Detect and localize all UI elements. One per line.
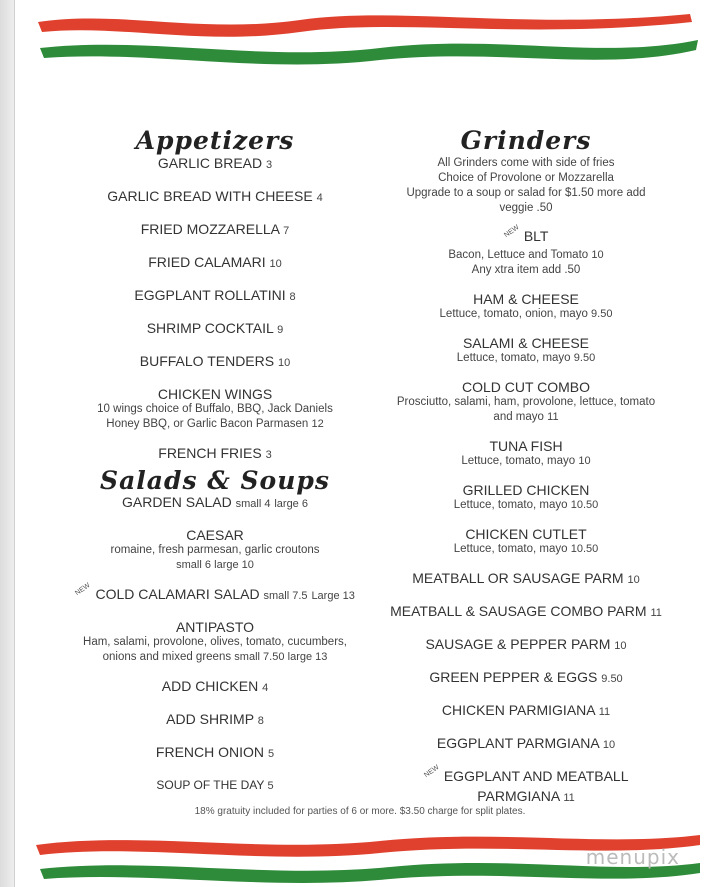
item-description: Prosciutto, salami, ham, provolone, lettuce, tomato: [396, 396, 656, 408]
menu-item: CHICKEN CUTLET: [465, 526, 587, 542]
menu-item: SHRIMP COCKTAIL 9: [146, 320, 284, 336]
menu-item: GREEN PEPPER & EGGS 9.50: [429, 669, 623, 685]
menu-item: SALAMI & CHEESE: [462, 335, 590, 351]
menu-item: MEATBALL & SAUSAGE COMBO PARM 11: [390, 603, 662, 619]
menu-item: PARMGIANA 11: [477, 788, 575, 804]
menu-item: FRIED MOZZARELLA 7: [140, 221, 290, 237]
salads-heading: Salads & Soups: [100, 466, 330, 495]
item-description: onions and mixed greens small 7.50 large 13: [102, 651, 328, 663]
item-description: Lettuce, tomato, mayo 9.50: [456, 352, 596, 364]
menu-item: TUNA FISH: [489, 438, 563, 454]
top-red-stroke: [38, 14, 692, 37]
menu-item: GARLIC BREAD WITH CHEESE 4: [107, 188, 323, 204]
top-green-stroke: [40, 40, 698, 64]
item-description: Lettuce, tomato, onion, mayo 9.50: [439, 308, 613, 320]
menu-item: GARDEN SALAD small 4 large 6: [122, 494, 308, 510]
footer-note: 18% gratuity included for parties of 6 or more. $3.50 charge for split plates.: [194, 806, 526, 817]
item-description: and mayo 11: [493, 411, 559, 423]
new-badge: NEW: [74, 582, 92, 598]
menu-item: COLD CUT COMBO: [461, 379, 591, 395]
menu-item: HAM & CHEESE: [473, 291, 579, 307]
new-badge: NEW: [502, 224, 521, 240]
right-column: [362, 128, 690, 806]
new-badge: NEW: [422, 764, 441, 780]
appetizers-heading: Appetizers: [135, 126, 295, 155]
menu-item: NEW EGGPLANT AND MEATBALL: [362, 768, 690, 788]
menu-item: FRIED CALAMARI 10: [148, 254, 282, 270]
grinders-intro: Choice of Provolone or Mozzarella: [438, 172, 614, 184]
item-description: Lettuce, tomato, mayo 10: [461, 455, 591, 467]
item-description: Lettuce, tomato, mayo 10.50: [453, 543, 599, 555]
menu-item: NEW COLD CALAMARI SALAD small 7.5 Large 13: [60, 586, 370, 606]
menu-item: CHICKEN WINGS: [157, 386, 273, 402]
left-column: [60, 128, 370, 794]
top-flag-swoosh: [0, 0, 720, 80]
item-description: Honey BBQ, or Garlic Bacon Parmasen 12: [106, 418, 324, 430]
menu-item: SOUP OF THE DAY 5: [156, 778, 274, 792]
item-description: Any xtra item add .50: [471, 264, 581, 276]
menu-item: ADD SHRIMP 8: [166, 711, 264, 727]
menu-item: CAESAR: [186, 527, 244, 543]
menu-item: SAUSAGE & PEPPER PARM 10: [425, 636, 627, 652]
watermark-logo: menupix: [585, 845, 680, 869]
grinders-intro: veggie .50: [499, 202, 553, 214]
menu-item: GARLIC BREAD 3: [157, 155, 273, 171]
menu-item: ANTIPASTO: [175, 619, 255, 635]
menu-item: BUFFALO TENDERS 10: [139, 353, 291, 369]
menu-item: ADD CHICKEN 4: [161, 678, 269, 694]
item-description: small 6 large 10: [176, 559, 254, 571]
menu-item: CHICKEN PARMIGIANA 11: [441, 702, 611, 718]
item-description: Lettuce, tomato, mayo 10.50: [453, 499, 599, 511]
grinders-intro: All Grinders come with side of fries: [437, 157, 615, 169]
menu-item: MEATBALL OR SAUSAGE PARM 10: [412, 570, 640, 586]
grinders-heading: Grinders: [460, 126, 592, 155]
menu-item: FRENCH ONION 5: [155, 744, 275, 760]
item-description: Bacon, Lettuce and Tomato 10: [448, 249, 604, 261]
menu-item: EGGPLANT PARMGIANA 10: [436, 735, 616, 751]
menu-item: FRENCH FRIES 3: [158, 445, 272, 461]
item-description: 10 wings choice of Buffalo, BBQ, Jack Daniels: [97, 403, 333, 415]
menu-item: EGGPLANT ROLLATINI 8: [134, 287, 296, 303]
page-shadow: [0, 0, 14, 887]
item-description: Ham, salami, provolone, olives, tomato, cucumbers,: [83, 636, 347, 648]
menu-item: NEW BLT: [362, 228, 690, 248]
item-description: romaine, fresh parmesan, garlic croutons: [110, 544, 320, 556]
menu-item: GRILLED CHICKEN: [462, 482, 590, 498]
grinders-intro: Upgrade to a soup or salad for $1.50 more add: [406, 187, 646, 199]
